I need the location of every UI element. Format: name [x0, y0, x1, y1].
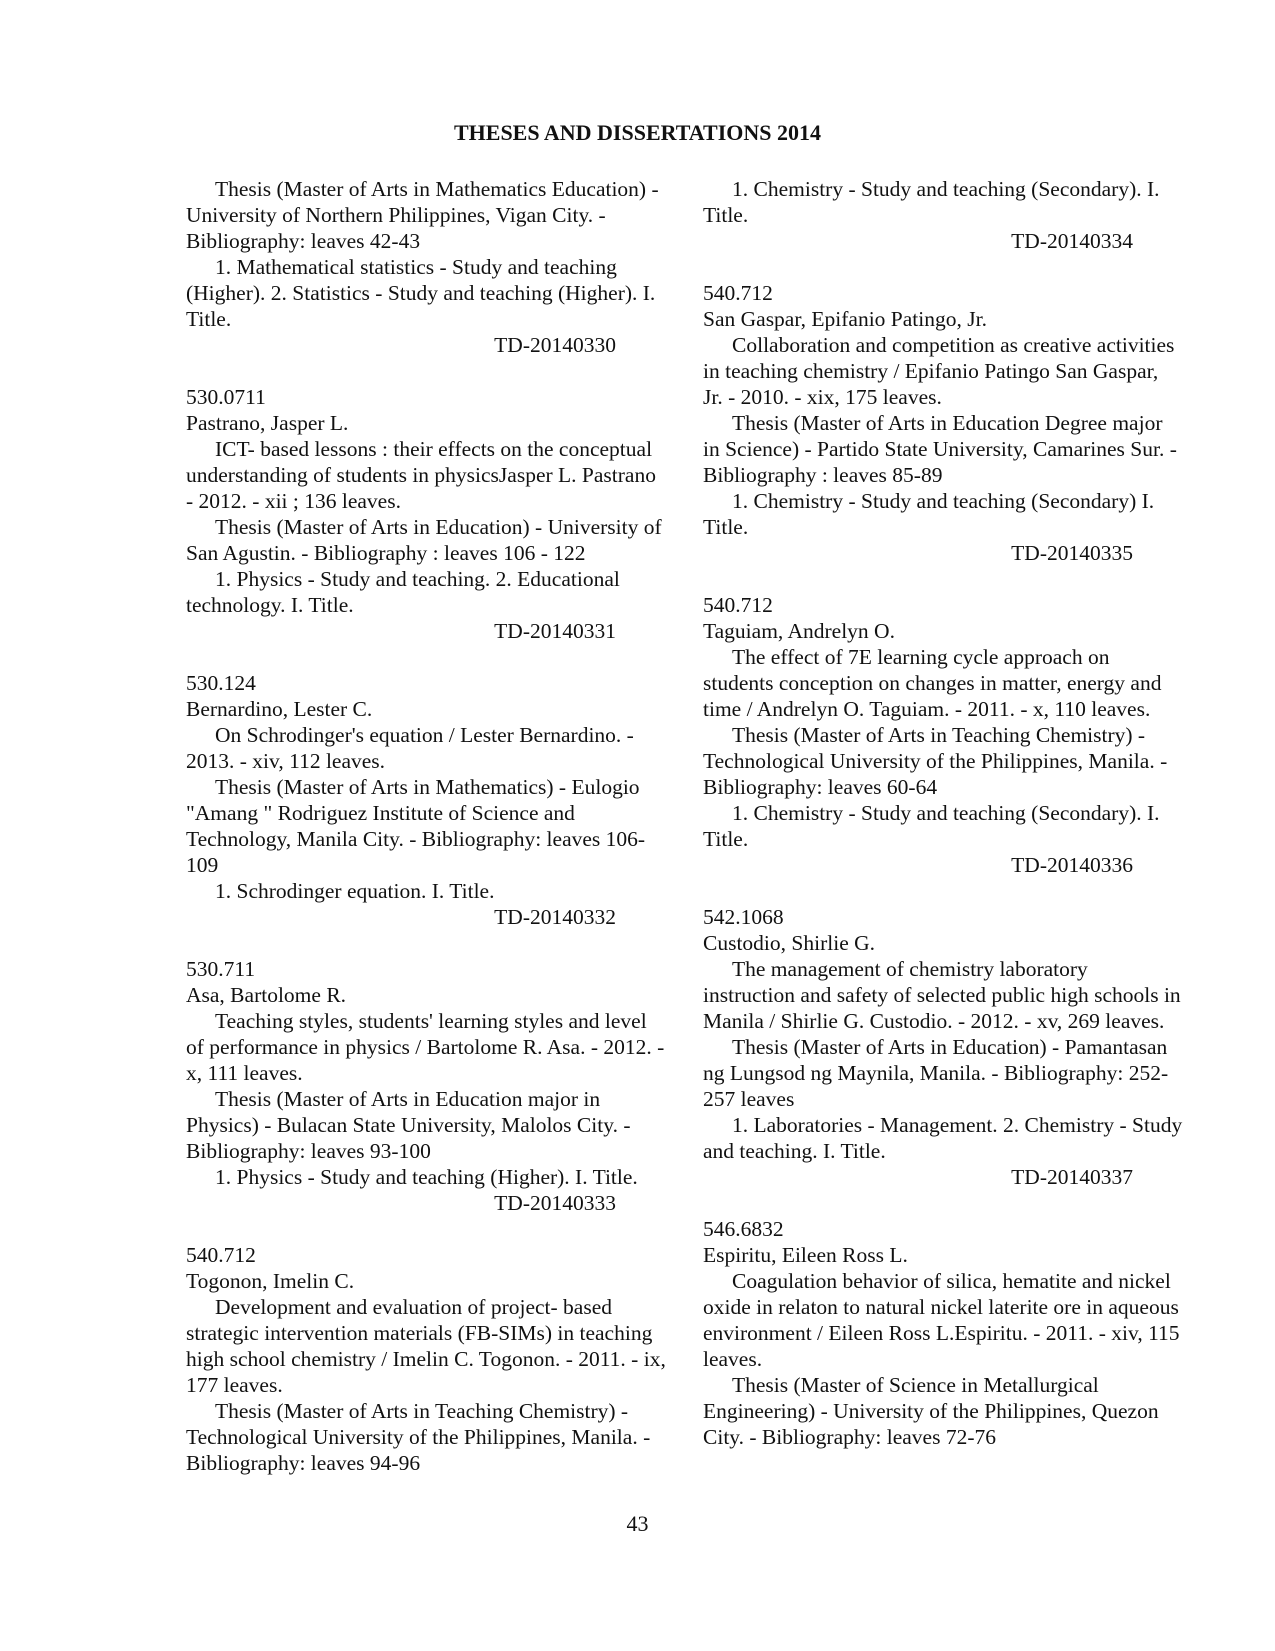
- catalog-entry: [703, 280, 1183, 566]
- catalog-entry: [186, 670, 666, 930]
- author: Pastrano, Jasper L.: [186, 411, 349, 435]
- author: Taguiam, Andrelyn O.: [703, 619, 895, 643]
- subject-headings: 1. Chemistry - Study and teaching (Secondary). I. Title.: [703, 177, 1160, 227]
- catalog-entry: [703, 592, 1183, 878]
- catalog-entry: [703, 1216, 1183, 1450]
- subject-headings: 1. Mathematical statistics - Study and teaching (Higher). 2. Statistics - Study and teaching (Higher). I. Title.: [186, 255, 656, 331]
- thesis-note: Thesis (Master of Arts in Teaching Chemistry) - Technological University of the Philippines, Manila. - Bibliography: leaves 60-64: [703, 723, 1168, 799]
- catalog-entry: [186, 956, 666, 1216]
- call-number: 530.711: [186, 957, 256, 981]
- author: San Gaspar, Epifanio Patingo, Jr.: [703, 307, 987, 331]
- subject-headings: 1. Physics - Study and teaching. 2. Educational technology. I. Title.: [186, 567, 620, 617]
- thesis-note: Thesis (Master of Arts in Education Degree major in Science) - Partido State University, Camarines Sur. - Bibliography : leaves 85-89: [703, 411, 1177, 487]
- catalog-entry: [186, 1242, 666, 1476]
- call-number: 540.712: [186, 1243, 256, 1267]
- call-number: 542.1068: [703, 905, 784, 929]
- thesis-note: Thesis (Master of Arts in Teaching Chemistry) - Technological University of the Philippines, Manila. - Bibliography: leaves 94-96: [186, 1399, 651, 1475]
- td-number: TD-20140336: [1011, 853, 1133, 877]
- thesis-note: Thesis (Master of Arts in Education) - Pamantasan ng Lungsod ng Maynila, Manila. - Bibliography: 252-257 leaves: [703, 1035, 1169, 1111]
- author: Asa, Bartolome R.: [186, 983, 347, 1007]
- subject-headings: 1. Chemistry - Study and teaching (Secondary) I. Title.: [703, 489, 1155, 539]
- td-number: TD-20140334: [1011, 229, 1133, 253]
- thesis-note: Thesis (Master of Science in Metallurgical Engineering) - University of the Philippines, Quezon City. - Bibliography: leaves 72-76: [703, 1373, 1159, 1449]
- title-statement: ICT- based lessons : their effects on the conceptual understanding of students in physicsJasper L. Pastrano - 2012. - xii ; 136 leaves.: [186, 437, 656, 513]
- page-title: THESES AND DISSERTATIONS 2014: [453, 120, 822, 145]
- catalog-entry-continued: [703, 176, 1183, 254]
- thesis-note: Thesis (Master of Arts in Mathematics Education) - University of Northern Philippines, Vigan City. - Bibliography: leaves 42-43: [186, 177, 659, 253]
- call-number: 540.712: [703, 593, 773, 617]
- catalog-entry: [186, 384, 666, 644]
- title-statement: Collaboration and competition as creative activities in teaching chemistry / Epifanio Patingo San Gaspar, Jr. - 2010. - xix, 175 leaves.: [703, 333, 1175, 409]
- subject-headings: 1. Physics - Study and teaching (Higher). I. Title.: [215, 1165, 638, 1189]
- thesis-note: Thesis (Master of Arts in Education) - University of San Agustin. - Bibliography : leaves 106 - 122: [186, 515, 662, 565]
- td-number: TD-20140331: [494, 619, 616, 643]
- td-number: TD-20140333: [494, 1191, 616, 1215]
- catalog-entry-continued: [186, 176, 666, 358]
- td-number: TD-20140330: [494, 333, 616, 357]
- title-statement: The management of chemistry laboratory instruction and safety of selected public high schools in Manila / Shirlie G. Custodio. - 2012. - xv, 269 leaves.: [703, 957, 1181, 1033]
- right-column: [703, 176, 1183, 1476]
- td-number: TD-20140332: [494, 905, 616, 929]
- subject-headings: 1. Chemistry - Study and teaching (Secondary). I. Title.: [703, 801, 1160, 851]
- page-number: 43: [626, 1511, 649, 1536]
- subject-headings: 1. Schrodinger equation. I. Title.: [215, 879, 495, 903]
- author: Espiritu, Eileen Ross L.: [703, 1243, 908, 1267]
- subject-headings: 1. Laboratories - Management. 2. Chemistry - Study and teaching. I. Title.: [703, 1113, 1183, 1163]
- title-statement: Coagulation behavior of silica, hematite and nickel oxide in relaton to natural nickel laterite ore in aqueous environment / Eileen Ross L.Espiritu. - 2011. - xiv, 115 leaves.: [703, 1269, 1180, 1371]
- call-number: 530.124: [186, 671, 256, 695]
- author: Togonon, Imelin C.: [186, 1269, 355, 1293]
- thesis-note: Thesis (Master of Arts in Mathematics) - Eulogio "Amang " Rodriguez Institute of Science and Technology, Manila City. - Bibliography: leaves 106-109: [186, 775, 646, 877]
- td-number: TD-20140335: [1011, 541, 1133, 565]
- thesis-note: Thesis (Master of Arts in Education major in Physics) - Bulacan State University, Malolos City. - Bibliography: leaves 93-100: [186, 1087, 631, 1163]
- title-statement: The effect of 7E learning cycle approach on students conception on changes in matter, energy and time / Andrelyn O. Taguiam. - 2011. - x, 110 leaves.: [703, 645, 1162, 721]
- title-statement: On Schrodinger's equation / Lester Bernardino. - 2013. - xiv, 112 leaves.: [186, 723, 634, 773]
- call-number: 546.6832: [703, 1217, 784, 1241]
- title-statement: Development and evaluation of project- based strategic intervention materials (FB-SIMs) in teaching high school chemistry / Imelin C. Togonon. - 2011. - ix, 177 leaves.: [186, 1295, 666, 1397]
- author: Bernardino, Lester C.: [186, 697, 373, 721]
- title-statement: Teaching styles, students' learning styles and level of performance in physics / Bartolome R. Asa. - 2012. - x, 111 leaves.: [186, 1009, 665, 1085]
- author: Custodio, Shirlie G.: [703, 931, 876, 955]
- catalog-entry: [703, 904, 1183, 1190]
- td-number: TD-20140337: [1011, 1165, 1133, 1189]
- call-number: 540.712: [703, 281, 773, 305]
- call-number: 530.0711: [186, 385, 266, 409]
- left-column: [186, 176, 666, 1502]
